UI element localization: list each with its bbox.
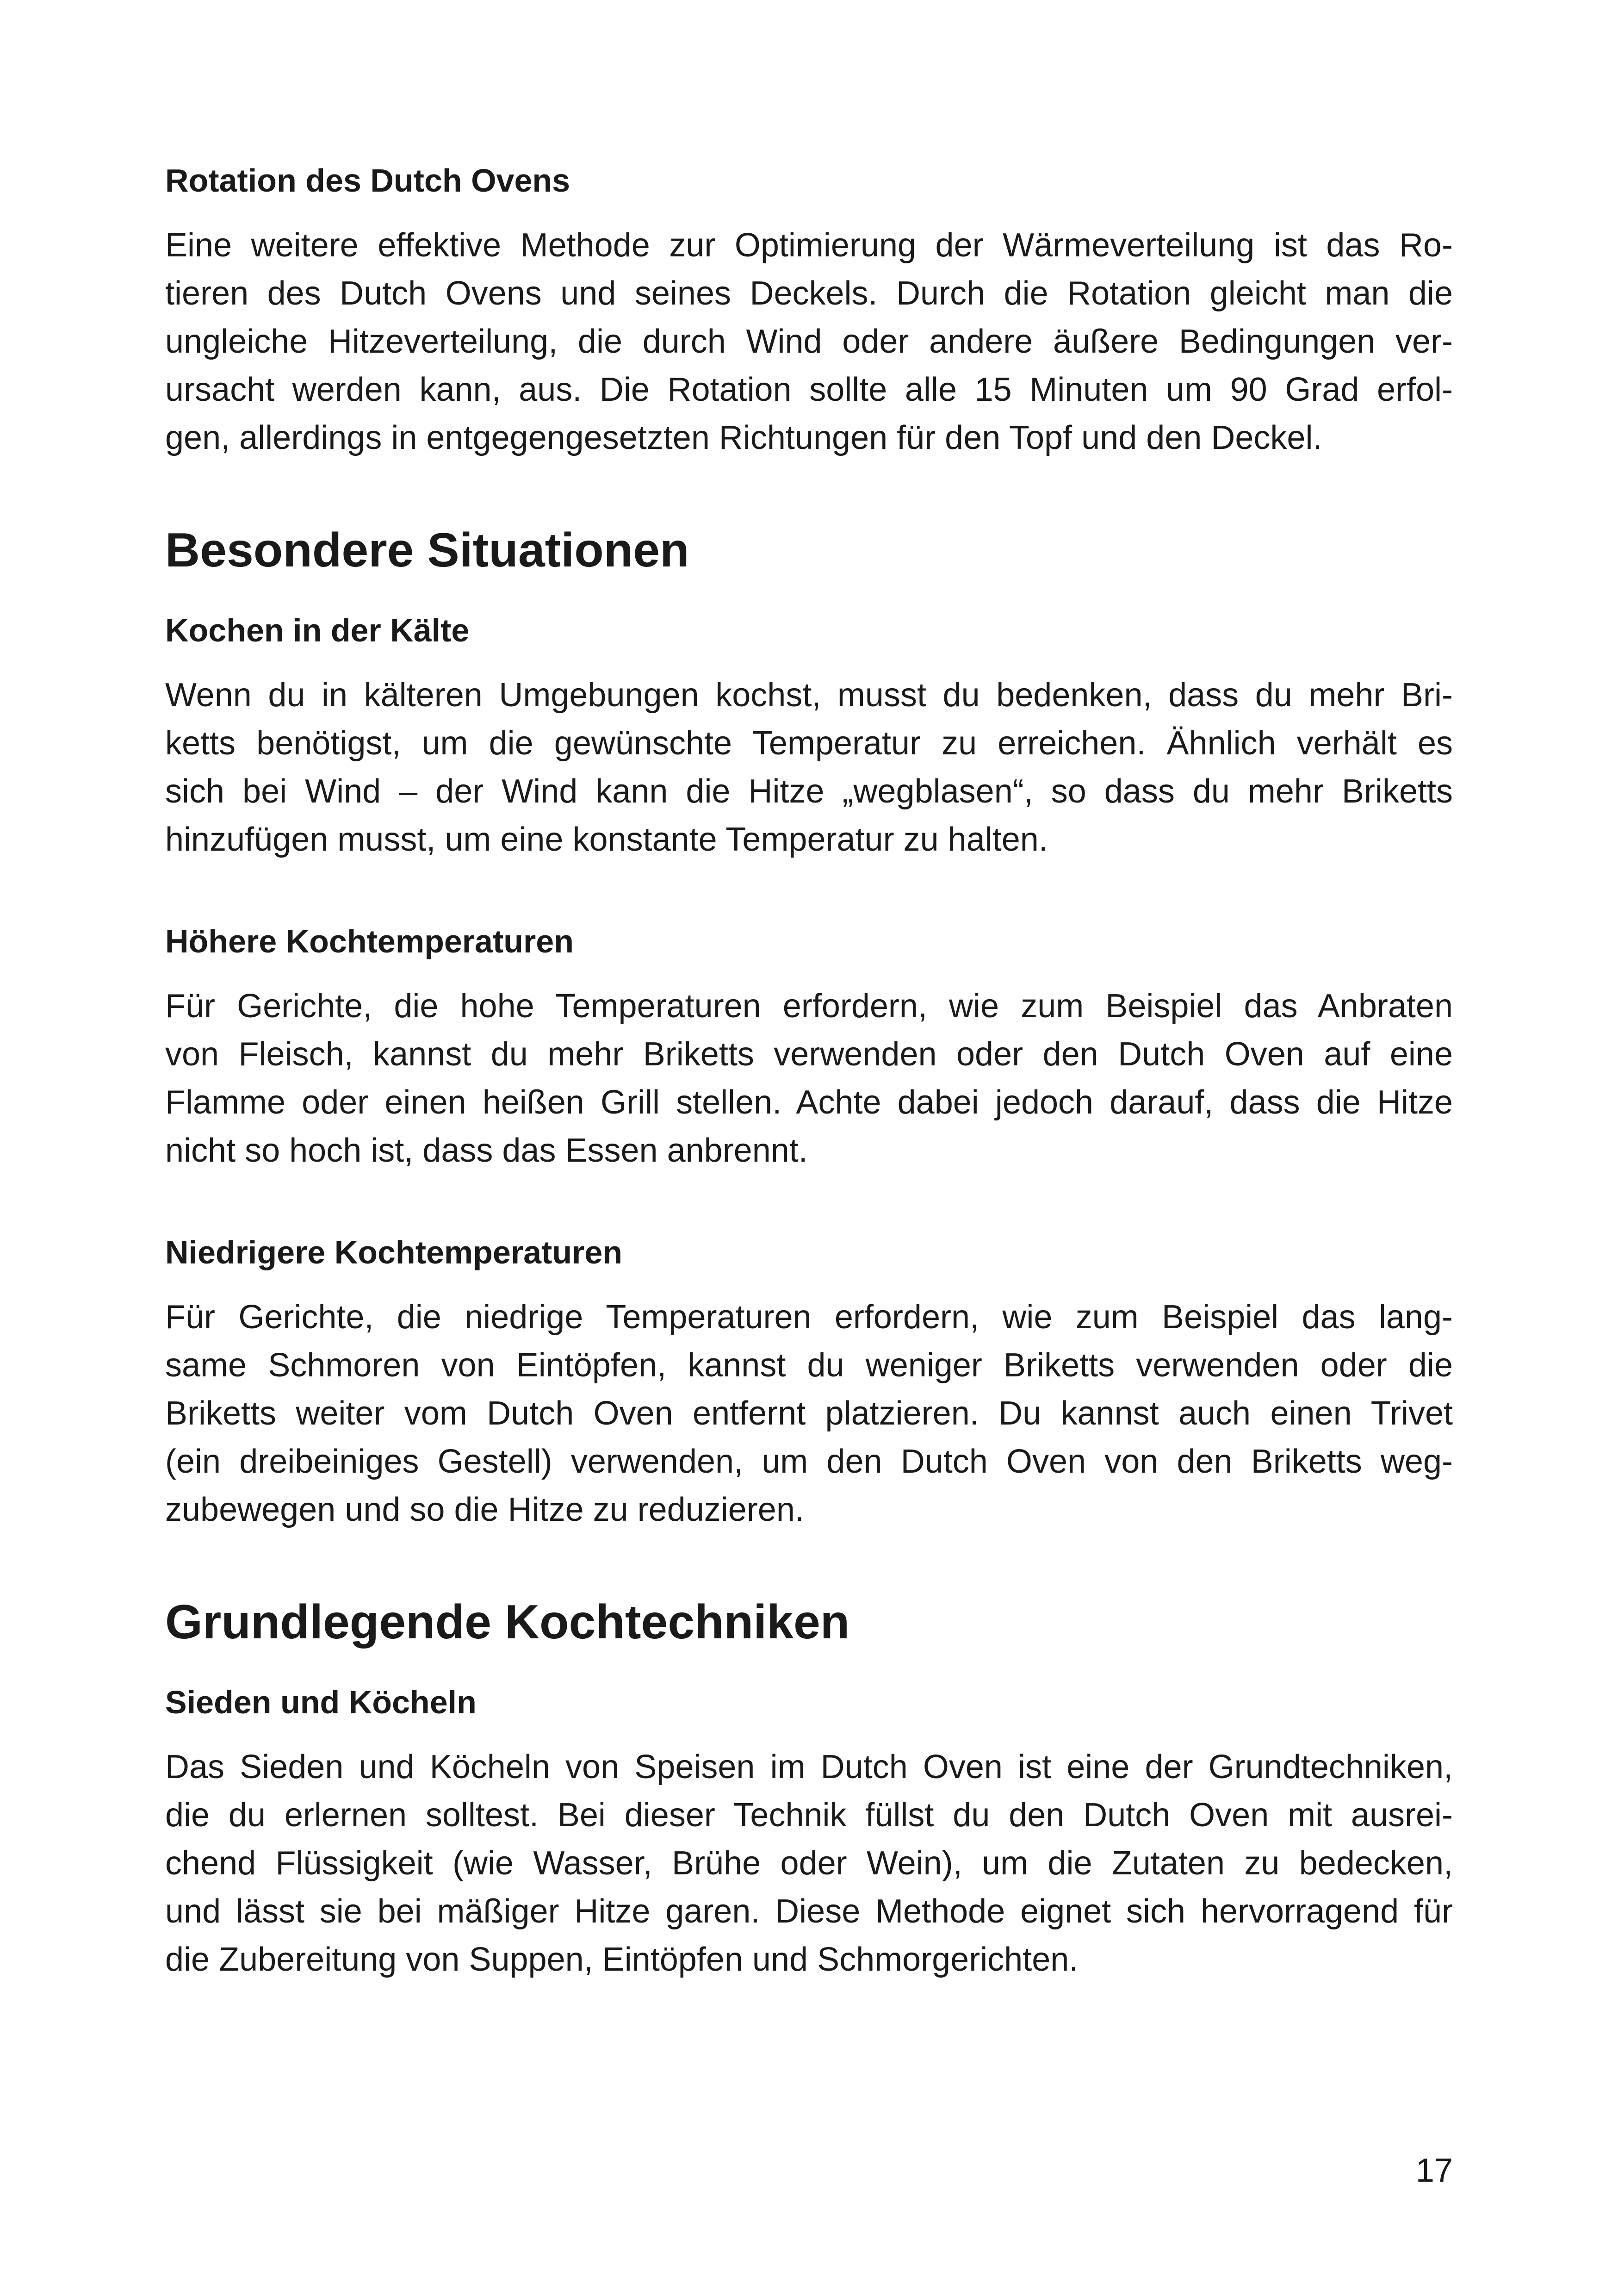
paragraph-rotation bbox=[165, 221, 1453, 462]
text-line: Eine weitere effektive Methode zur Optimierung der Wärmeverteilung ist das Ro- bbox=[165, 227, 1453, 264]
heading-rotation: Rotation des Dutch Ovens bbox=[165, 162, 570, 199]
text-line: Flamme oder einen heißen Grill stellen. Achte dabei jedoch darauf, dass die Hitze bbox=[165, 1084, 1453, 1121]
text-line: ursacht werden kann, aus. Die Rotation sollte alle 15 Minuten um 90 Grad erfol- bbox=[165, 371, 1453, 408]
text-line: Für Gerichte, die niedrige Temperaturen erfordern, wie zum Beispiel das lang- bbox=[165, 1299, 1453, 1336]
text-line: zubewegen und so die Hitze zu reduzieren. bbox=[165, 1491, 804, 1528]
paragraph-niedrigere bbox=[165, 1293, 1453, 1534]
text-line: sich bei Wind – der Wind kann die Hitze „wegblasen“, so dass du mehr Briketts bbox=[165, 773, 1453, 810]
paragraph-sieden bbox=[165, 1743, 1453, 1984]
text-line: Für Gerichte, die hohe Temperaturen erfordern, wie zum Beispiel das Anbraten bbox=[165, 988, 1453, 1025]
heading-grundlegende-kochtechniken: Grundlegende Kochtechniken bbox=[165, 1595, 850, 1649]
text-line: nicht so hoch ist, dass das Essen anbrennt. bbox=[165, 1132, 808, 1169]
text-line: Briketts weiter vom Dutch Oven entfernt platzieren. Du kannst auch einen Trivet bbox=[165, 1395, 1453, 1432]
text-line: und lässt sie bei mäßiger Hitze garen. Diese Methode eignet sich hervorragend für bbox=[165, 1893, 1453, 1930]
text-line: chend Flüssigkeit (wie Wasser, Brühe oder Wein), um die Zutaten zu bedecken, bbox=[165, 1845, 1453, 1882]
text-line: Das Sieden und Köcheln von Speisen im Dutch Oven ist eine der Grundtechniken, bbox=[165, 1748, 1453, 1786]
text-line: ungleiche Hitzeverteilung, die durch Wind oder andere äußere Bedingungen ver- bbox=[165, 323, 1453, 360]
text-line: (ein dreibeiniges Gestell) verwenden, um den Dutch Oven von den Briketts weg- bbox=[165, 1443, 1453, 1480]
text-line: Wenn du in kälteren Umgebungen kochst, musst du bedenken, dass du mehr Bri- bbox=[165, 677, 1453, 714]
heading-niedrigere-kochtemperaturen: Niedrigere Kochtemperaturen bbox=[165, 1234, 623, 1270]
paragraph-hoehere bbox=[165, 982, 1453, 1175]
heading-hoehere-kochtemperaturen: Höhere Kochtemperaturen bbox=[165, 923, 574, 959]
text-line: same Schmoren von Eintöpfen, kannst du weniger Briketts verwenden oder die bbox=[165, 1347, 1453, 1384]
text-line: die Zubereitung von Suppen, Eintöpfen und Schmorgerichten. bbox=[165, 1941, 1079, 1978]
heading-besondere-situationen: Besondere Situationen bbox=[165, 523, 689, 577]
heading-sieden-und-koecheln: Sieden und Köcheln bbox=[165, 1684, 477, 1720]
text-line: ketts benötigst, um die gewünschte Temperatur zu erreichen. Ähnlich verhält es bbox=[165, 725, 1453, 762]
text-line: von Fleisch, kannst du mehr Briketts verwenden oder den Dutch Oven auf eine bbox=[165, 1036, 1453, 1073]
text-line: tieren des Dutch Ovens und seines Deckels. Durch die Rotation gleicht man die bbox=[165, 275, 1453, 312]
text-line: gen, allerdings in entgegengesetzten Richtungen für den Topf und den Deckel. bbox=[165, 419, 1322, 456]
page-number: 17 bbox=[1415, 2152, 1453, 2189]
paragraph-kaelte bbox=[165, 671, 1453, 864]
text-line: hinzufügen musst, um eine konstante Temperatur zu halten. bbox=[165, 821, 1048, 858]
text-line: die du erlernen solltest. Bei dieser Technik füllst du den Dutch Oven mit ausrei- bbox=[165, 1797, 1453, 1834]
page-content bbox=[165, 157, 1453, 1984]
heading-kochen-in-der-kaelte: Kochen in der Kälte bbox=[165, 612, 470, 648]
